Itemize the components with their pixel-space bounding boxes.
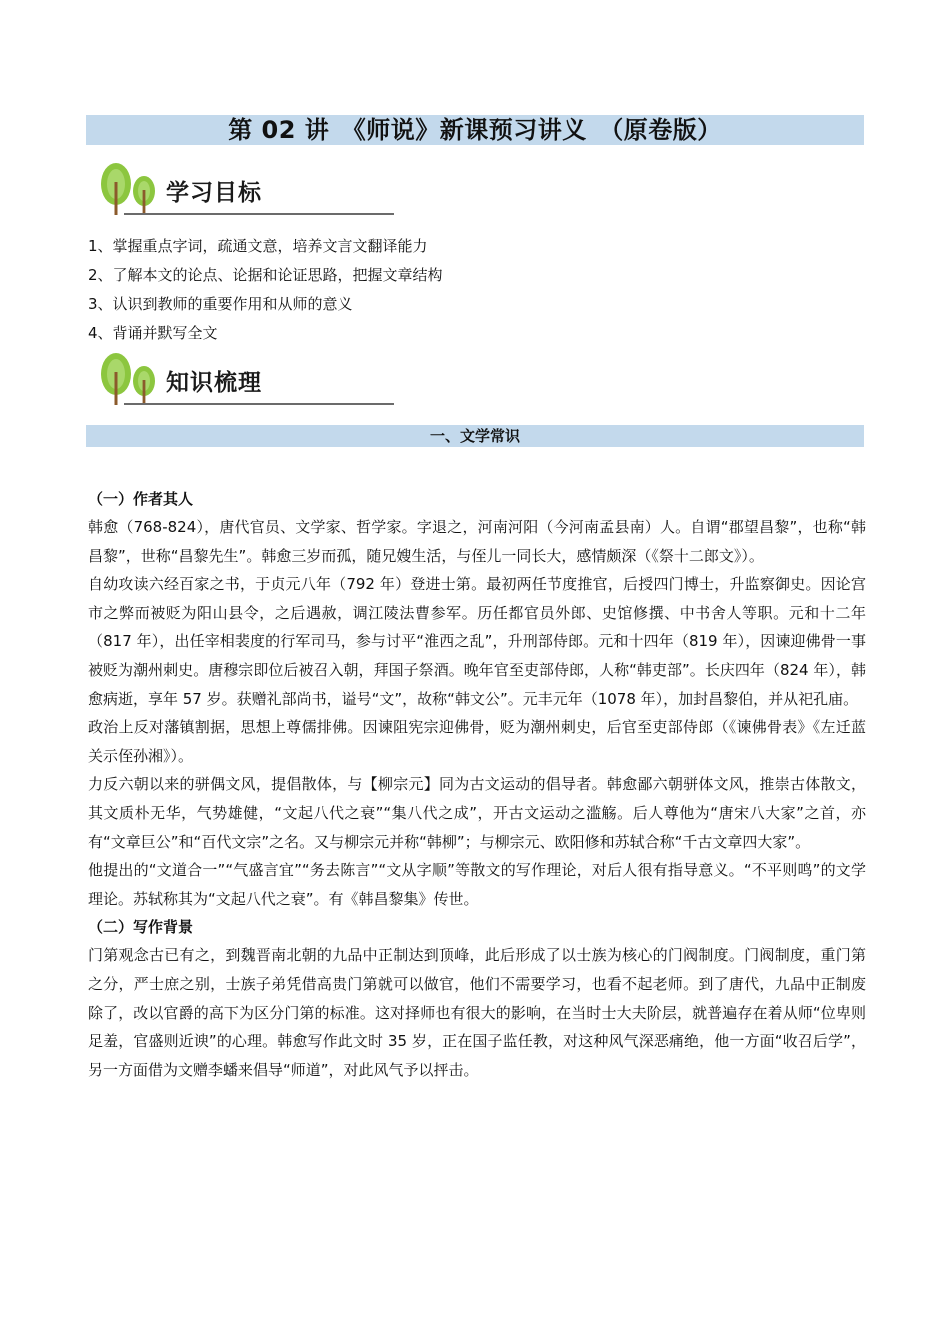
author-paragraph: 政治上反对藩镇割据，思想上尊儒排佛。因谏阻宪宗迎佛骨，贬为潮州刺史，后官至吏部侍郎（《谏佛骨表》《左迁蓝关示侄孙湘》）。 [88,718,866,765]
goals-badge-underline [124,213,394,215]
knowledge-badge-label: 知识梳理 [166,370,262,396]
goal-item: 1、掌握重点字词，疏通文意，培养文言文翻译能力 [88,237,428,255]
goal-item: 4、背诵并默写全文 [88,324,218,342]
background-heading: （二）写作背景 [88,918,194,937]
section-heading: 一、文学常识 [86,425,864,447]
goal-item: 3、认识到教师的重要作用和从师的意义 [88,295,353,313]
goals-badge [96,160,298,216]
background-paragraph: 门第观念古已有之，到魏晋南北朝的九品中正制达到顶峰，此后形成了以士族为核心的门阀制度。门阀制度，重门第之分，严士庶之别，士族子弟凭借高贵门第就可以做官，他们不需要学习，也看不起老师。到了唐代，九品中正制废除了，改以官爵的高下为区分门第的标准。这对择师也有很大的影响，在当时士大夫阶层，就普遍存在着从师“位卑则足羞，官盛则近谀”的心理。韩愈写作此文时 35 岁，正在国子监任教，对这种风气深恶痛绝，他一方面“收召后学”，另一方面借为文赠李蟠来倡导“师道”，对此风气予以抨击。 [88,946,866,1079]
tree-icon [96,350,166,408]
goals-badge-label: 学习目标 [166,180,262,206]
author-heading: （一）作者其人 [88,490,194,508]
goal-item: 2、了解本文的论点、论据和论证思路，把握文章结构 [88,266,443,284]
tree-icon [96,160,166,218]
goals-list [88,232,868,348]
content [88,485,866,1084]
author-paragraph: 力反六朝以来的骈偶文风，提倡散体，与【柳宗元】同为古文运动的倡导者。韩愈鄙六朝骈体文风，推崇古体散文，其文质朴无华，气势雄健，“文起八代之衰”“集八代之成”，开古文运动之滥觞。后人尊他为“唐宋八大家”之首，亦有“文章巨公”和“百代文宗”之名。又与柳宗元并称“韩柳”；与柳宗元、欧阳修和苏轼合称“千古文章四大家”。 [88,775,866,851]
page-title: 第 02 讲 《师说》新课预习讲义 （原卷版） [86,115,864,145]
author-paragraph: 韩愈（768-824），唐代官员、文学家、哲学家。字退之，河南河阳（今河南孟县南）人。自谓“郡望昌黎”，也称“韩昌黎”，世称“昌黎先生”。韩愈三岁而孤，随兄嫂生活，与侄儿一同长大，感情颇深（《祭十二郎文》）。 [88,518,866,565]
knowledge-badge-underline [124,403,394,405]
author-paragraph: 自幼攻读六经百家之书，于贞元八年（792 年）登进士第。最初两任节度推官，后授四门博士，升监察御史。因论宫市之弊而被贬为阳山县令，之后遇赦，调江陵法曹参军。历任都官员外郎、史馆修撰、中书舍人等职。元和十二年（817 年），出任宰相裴度的行军司马，参与讨平“淮西之乱”，升刑部侍郎。元和十四年（819 年），因谏迎佛骨一事被贬为潮州刺史。唐穆宗即位后被召入朝，拜国子祭酒。晚年官至吏部侍郎，人称“韩吏部”。长庆四年（824 年），韩愈病逝，享年 57 岁。获赠礼部尚书，谥号“文”，故称“韩文公”。元丰元年（1078 年），加封昌黎伯，并从祀孔庙。 [88,575,866,708]
knowledge-badge [96,350,298,406]
author-paragraph: 他提出的“文道合一”“气盛言宜”“务去陈言”“文从字顺”等散文的写作理论，对后人很有指导意义。“不平则鸣”的文学理论。苏轼称其为“文起八代之衰”。有《韩昌黎集》传世。 [88,861,866,908]
